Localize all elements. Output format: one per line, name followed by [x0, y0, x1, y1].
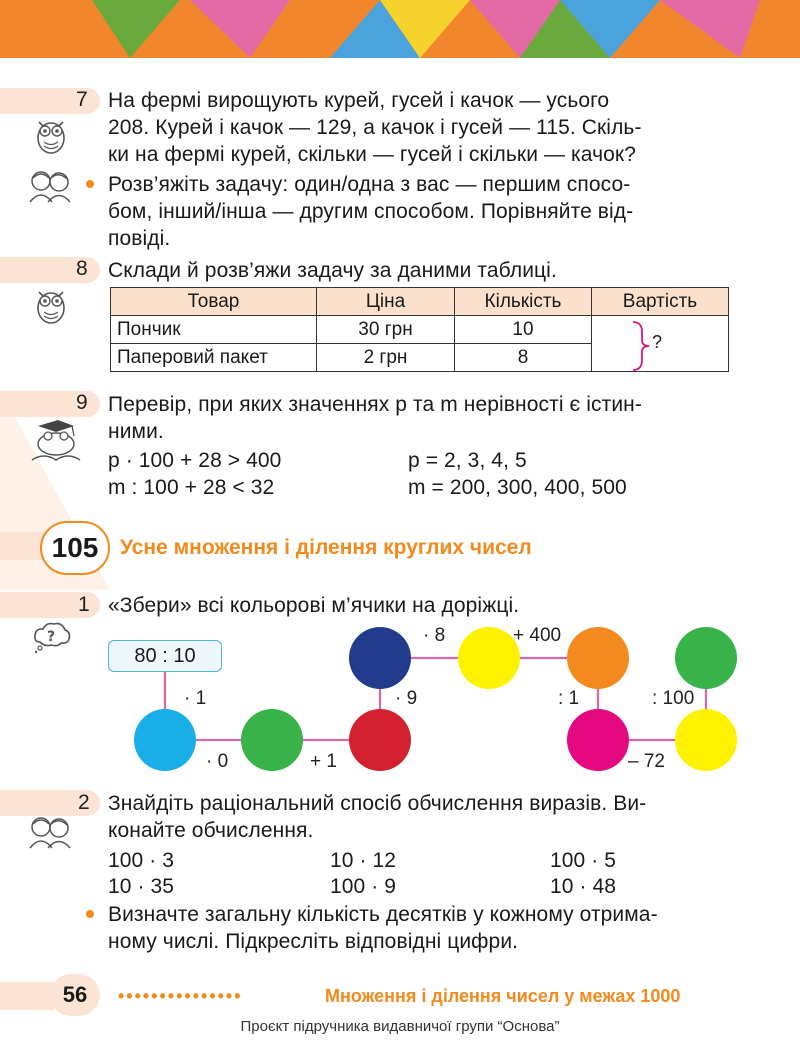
- expression: 10 · 48: [550, 875, 617, 898]
- frog-graduate-icon: [24, 418, 84, 462]
- owl-icon: [34, 116, 68, 154]
- footer-note: Проєкт підручника видавничої групи “Основа”: [240, 1018, 560, 1035]
- lesson-task-2-line-1: Знайдіть раціональний спосіб обчислення виразів. Ви-: [108, 792, 647, 815]
- op-label: + 1: [310, 751, 337, 772]
- op-label: · 9: [395, 688, 418, 709]
- expression: 10 · 35: [108, 875, 175, 898]
- inequality-1: p · 100 + 28 > 400: [108, 449, 282, 472]
- ball-orange: [567, 627, 629, 689]
- lesson-title: Усне множення і ділення круглих чисел: [120, 536, 532, 559]
- table-header: Вартість: [592, 288, 729, 316]
- task-7-line-3: ки на фермі курей, скільки — гусей і скільки — качок?: [108, 143, 636, 166]
- op-label: : 1: [558, 688, 580, 709]
- ball-lightblue: [134, 709, 196, 771]
- table-cell: Пончик: [111, 316, 317, 344]
- table-cell: Паперовий пакет: [111, 344, 317, 372]
- owl-icon: [34, 286, 68, 324]
- op-label: – 72: [628, 751, 665, 772]
- ball-navy: [349, 627, 411, 689]
- task-7-line-1: На фермі вирощують курей, гусей і качок — усього: [108, 89, 610, 112]
- task-8-line: Склади й розв’яжи задачу за даними таблиці.: [108, 259, 557, 282]
- svg-text:?: ?: [47, 629, 56, 645]
- lesson-task-1-line: «Збери» всі кольорові м’ячики на доріжці.: [108, 594, 520, 617]
- ball-yellow: [675, 709, 737, 771]
- task-9-number: 9: [76, 391, 88, 414]
- bullet-icon: [86, 910, 94, 918]
- task-8-number: 8: [76, 257, 88, 280]
- table-cell: 30 грн: [317, 316, 455, 344]
- lesson-number-badge: 105: [40, 521, 110, 575]
- lesson-task-1-number: 1: [78, 593, 90, 616]
- top-stripes-decoration: [0, 0, 800, 58]
- expression: 100 · 3: [108, 849, 175, 872]
- brace-icon: [630, 320, 652, 372]
- inequality-1-values: p = 2, 3, 4, 5: [408, 449, 527, 472]
- task-9-line-1: Перевір, при яких значеннях p та m нерівності є істин-: [108, 393, 642, 416]
- table-cell: 8: [455, 344, 592, 372]
- lesson-task-2-number: 2: [78, 791, 90, 814]
- task-7-bullet-line-2: бом, інший/інша — другим способом. Порівняйте від-: [108, 200, 634, 223]
- table-header: Ціна: [317, 288, 455, 316]
- inequality-2-values: m = 200, 300, 400, 500: [408, 476, 627, 499]
- op-label: · 0: [206, 751, 229, 772]
- lesson-task-2-bullet-line-1: Визначте загальну кількість десятків у кожному отрима-: [108, 903, 658, 926]
- lesson-task-2-line-2: конайте обчислення.: [108, 819, 314, 842]
- lesson-task-2-bullet-line-2: ному числі. Підкресліть відповідні цифри.: [108, 930, 519, 953]
- table-header: Товар: [111, 288, 317, 316]
- chapter-title: Множення і ділення чисел у межах 1000: [325, 986, 681, 1006]
- inequality-2: m : 100 + 28 < 32: [108, 476, 275, 499]
- footer-tab: [0, 982, 54, 1010]
- op-label: : 100: [652, 688, 695, 709]
- task-7-bullet-line-1: Розв’яжіть задачу: один/одна з вас — першим спосо-: [108, 173, 631, 196]
- table-cell: 10: [455, 316, 592, 344]
- op-label: + 400: [513, 625, 562, 646]
- page-number: 56: [50, 974, 100, 1016]
- pair-icon: [26, 814, 74, 850]
- ball-green: [675, 627, 737, 689]
- task-9-line-2: ними.: [108, 420, 164, 443]
- total-question: ?: [652, 332, 663, 352]
- table-header-row: [111, 288, 729, 316]
- table-cell: 2 грн: [317, 344, 455, 372]
- pair-icon: [26, 168, 74, 204]
- table-header: Кількість: [455, 288, 592, 316]
- ball-green: [241, 709, 303, 771]
- task-7-bullet-line-3: повіді.: [108, 227, 171, 250]
- footer-dots: •••••••••••••••: [118, 986, 243, 1006]
- task-7-number: 7: [76, 88, 88, 111]
- ball-red: [349, 709, 411, 771]
- goods-table: [110, 287, 729, 372]
- expression: 100 · 9: [330, 875, 397, 898]
- expression: 10 · 12: [330, 849, 397, 872]
- ball-yellow: [458, 627, 520, 689]
- start-expression-box: 80 : 10: [108, 640, 222, 672]
- task-7-line-2: 208. Курей і качок — 129, а качок і гусей — 115. Скіль-: [108, 116, 642, 139]
- table-row: [111, 316, 729, 344]
- op-label: · 1: [184, 688, 207, 709]
- bullet-icon: [86, 180, 94, 188]
- op-label: · 8: [423, 625, 446, 646]
- ball-magenta: [567, 709, 629, 771]
- expression: 100 · 5: [550, 849, 617, 872]
- total-cell: [592, 316, 729, 372]
